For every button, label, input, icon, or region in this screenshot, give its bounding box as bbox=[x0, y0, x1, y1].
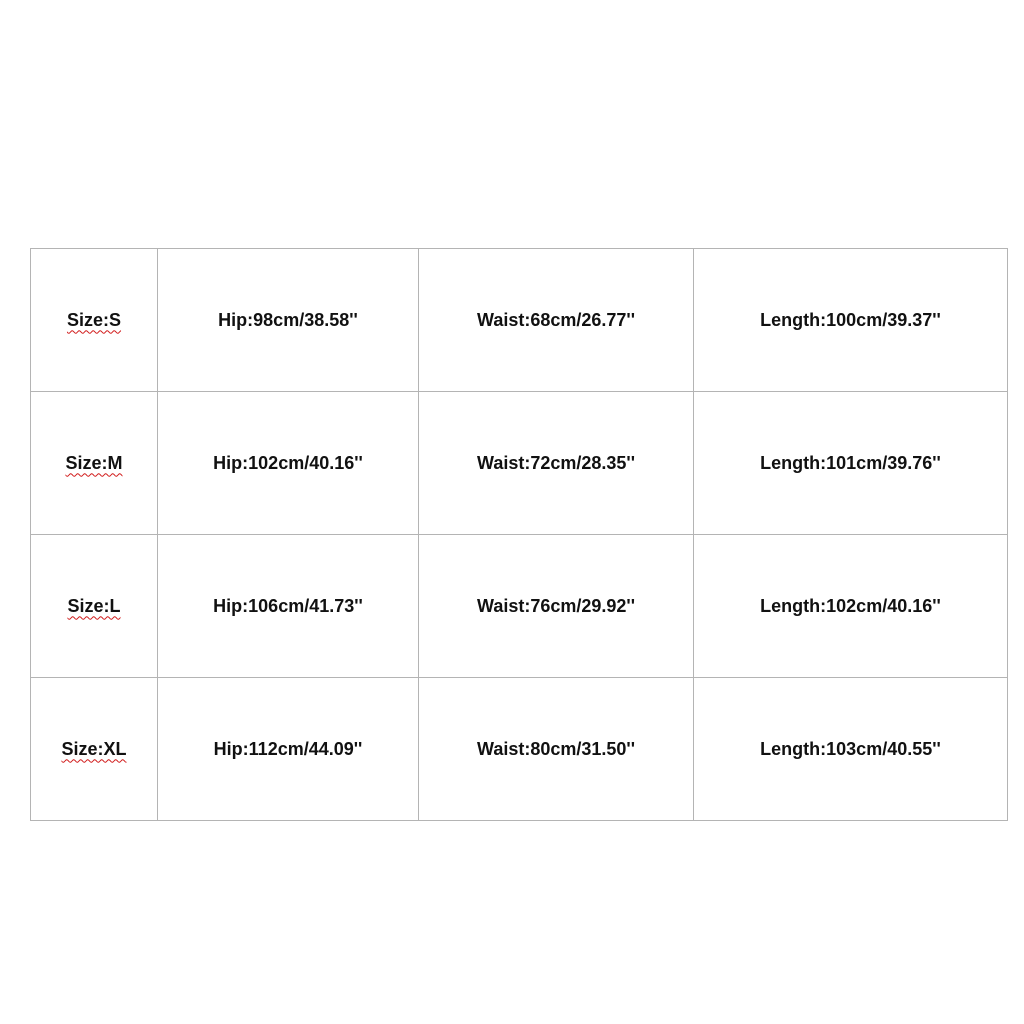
size-label: Size:S bbox=[66, 309, 122, 330]
table-row bbox=[31, 678, 1008, 821]
table-row bbox=[31, 535, 1008, 678]
table-row bbox=[31, 392, 1008, 535]
size-cell bbox=[31, 535, 158, 678]
size-cell bbox=[31, 249, 158, 392]
hip-cell: Hip:106cm/41.73'' bbox=[158, 535, 419, 678]
length-cell: Length:103cm/40.55'' bbox=[694, 678, 1008, 821]
length-cell: Length:102cm/40.16'' bbox=[694, 535, 1008, 678]
size-chart-table bbox=[30, 248, 1008, 821]
size-label: Size:XL bbox=[61, 738, 127, 759]
waist-cell: Waist:68cm/26.77'' bbox=[419, 249, 694, 392]
hip-cell: Hip:102cm/40.16'' bbox=[158, 392, 419, 535]
size-cell bbox=[31, 678, 158, 821]
size-label: Size:M bbox=[65, 452, 123, 473]
length-cell: Length:101cm/39.76'' bbox=[694, 392, 1008, 535]
table-row bbox=[31, 249, 1008, 392]
hip-cell: Hip:112cm/44.09'' bbox=[158, 678, 419, 821]
waist-cell: Waist:72cm/28.35'' bbox=[419, 392, 694, 535]
hip-cell: Hip:98cm/38.58'' bbox=[158, 249, 419, 392]
size-label: Size:L bbox=[67, 595, 121, 616]
waist-cell: Waist:80cm/31.50'' bbox=[419, 678, 694, 821]
length-cell: Length:100cm/39.37'' bbox=[694, 249, 1008, 392]
size-cell bbox=[31, 392, 158, 535]
waist-cell: Waist:76cm/29.92'' bbox=[419, 535, 694, 678]
